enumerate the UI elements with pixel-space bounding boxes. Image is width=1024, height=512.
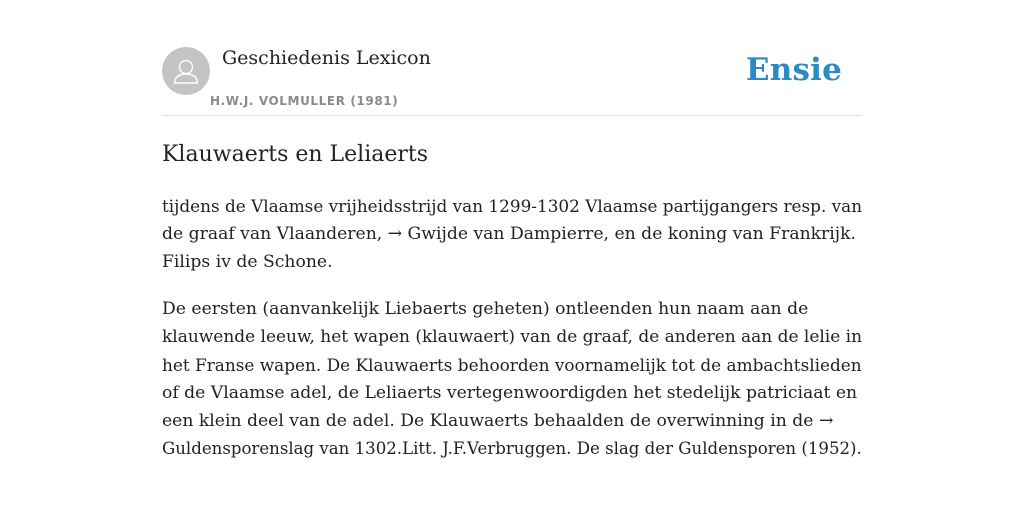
- text-line: de graaf van Vlaanderen, → Gwijde van Dampierre, en de koning van Frankrijk.: [162, 224, 856, 244]
- text-line: De eersten (aanvankelijk Liebaerts geheten) ontleenden hun naam aan de: [162, 299, 809, 319]
- entry-content: [162, 192, 862, 482]
- text-line: Guldensporenslag van 1302.Litt. J.F.Verbruggen. De slag der Guldensporen (1952).: [162, 439, 862, 458]
- text-line: het Franse wapen. De Klauwaerts behoorden voornamelijk tot de ambachtslieden: [162, 355, 862, 375]
- source-header: [162, 0, 862, 116]
- text-line: of de Vlaamse adel, de Leliaerts vertegenwoordigden het stedelijk patriciaat en: [162, 383, 858, 403]
- source-title[interactable]: Geschiedenis Lexicon: [222, 47, 431, 69]
- text-line: tijdens de Vlaamse vrijheidsstrijd van 1299-1302 Vlaamse partijgangers resp. van: [162, 196, 863, 216]
- user-icon: [162, 47, 210, 95]
- paragraph: [162, 295, 862, 463]
- source-author[interactable]: H.W.J. VOLMULLER (1981): [210, 94, 399, 108]
- text-line: Filips iv de Schone.: [162, 252, 333, 272]
- paragraph: [162, 192, 862, 276]
- brand-logo[interactable]: Ensie: [745, 52, 842, 88]
- text-line: een klein deel van de adel. De Klauwaerts behaalden de overwinning in de →: [162, 411, 834, 431]
- text-line: klauwende leeuw, het wapen (klauwaert) van de graaf, de anderen aan de lelie in: [162, 327, 863, 347]
- page: [162, 0, 862, 512]
- entry-title: Klauwaerts en Leliaerts: [162, 142, 429, 167]
- avatar: [162, 47, 210, 95]
